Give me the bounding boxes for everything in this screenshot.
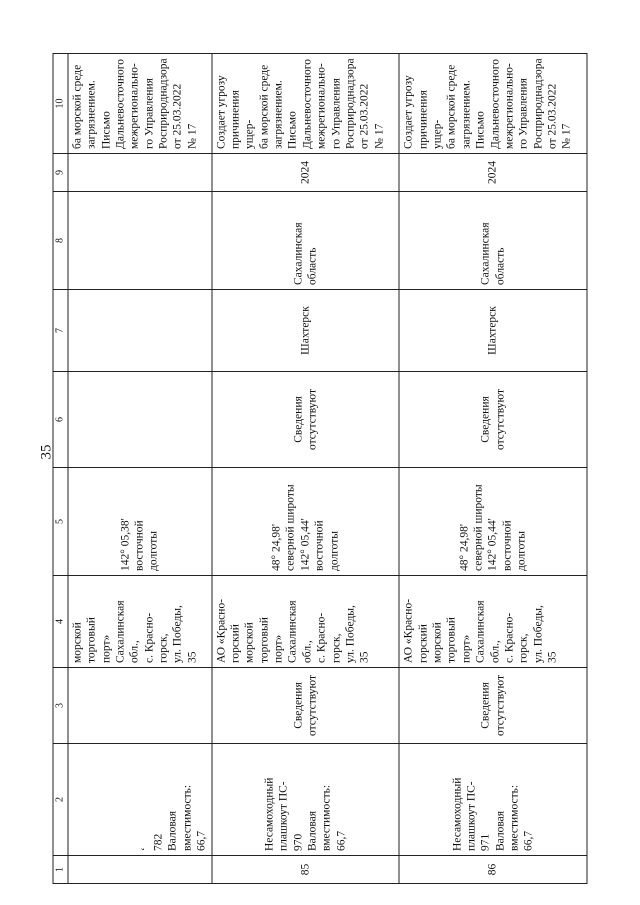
- col6-cell: Сведения отсутствуют: [399, 372, 587, 468]
- header-cell-5: 5: [53, 468, 68, 576]
- header-cell-1: 1: [53, 856, 68, 884]
- vessel-name-cell: Несамоходный плашкоут ПС- 971 Валовая вместимость: 66,7: [399, 744, 587, 856]
- table-row: [212, 54, 400, 884]
- coordinates-cell: 48° 24,98' северной широты 142° 05,44' восточной долготы: [212, 468, 400, 576]
- owner-cell: АО «Красно- горский морской торговый порт» Сахалинская обл., с. Красно- горск, ул. Победы, 35: [212, 576, 400, 668]
- header-cell-2: 2: [53, 744, 68, 856]
- page-number: 35: [38, 444, 55, 460]
- col6-cell: [68, 372, 212, 468]
- col7-cell: Шахтерск: [212, 290, 400, 372]
- header-cell-6: 6: [53, 372, 68, 468]
- col9-cell: 2024: [212, 154, 400, 192]
- row-number-cell: 86: [399, 856, 587, 884]
- col8-cell: Сахалинская область: [399, 192, 587, 290]
- col3-cell: [68, 668, 212, 744]
- col7-cell: [68, 290, 212, 372]
- owner-cell: АО «Красно- горский морской торговый порт» Сахалинская обл., с. Красно- горск, ул. Победы, 35: [399, 576, 587, 668]
- table-row-continued: [68, 54, 212, 884]
- col3-cell: Сведения отсутствуют: [399, 668, 587, 744]
- col9-cell: 2024: [399, 154, 587, 192]
- col6-cell: Сведения отсутствуют: [212, 372, 400, 468]
- registry-table-frame: [53, 54, 588, 884]
- col8-cell: Сахалинская область: [212, 192, 400, 290]
- col3-cell: Сведения отсутствуют: [212, 668, 400, 744]
- row-number-cell: 85: [212, 856, 400, 884]
- header-cell-8: 8: [53, 192, 68, 290]
- vessel-name-cell: ‘ 782 Валовая вместимость: 66,7: [68, 744, 212, 856]
- note-cell: Создает угрозу причинения ущер- ба морской среде загрязнением. Письмо Дальневосточного межрегионально- го Управления Росприроднадзора от 25.03.2022 № 17: [212, 54, 400, 154]
- coordinates-cell: 142° 05,38' восточной долготы: [68, 468, 212, 576]
- col9-cell: [68, 154, 212, 192]
- note-cell: ба морской среде загрязнением. Письмо Дальневосточного межрегионально- го Управления Росприроднадзора от 25.03.2022 № 17: [68, 54, 212, 154]
- header-cell-7: 7: [53, 290, 68, 372]
- col7-cell: Шахтерск: [399, 290, 587, 372]
- table-row: [399, 54, 587, 884]
- stray-mark: ‘: [139, 847, 152, 851]
- header-cell-9: 9: [53, 154, 68, 192]
- col8-cell: [68, 192, 212, 290]
- owner-cell: морской торговый порт» Сахалинская обл., с. Красно- горск, ул. Победы, 35: [68, 576, 212, 668]
- vessel-name-cell: Несамоходный плашкоут ПС- 970 Валовая вместимость: 66,7: [212, 744, 400, 856]
- header-cell-4: 4: [53, 576, 68, 668]
- coordinates-cell: 48° 24,98' северной широты 142° 05,44' восточной долготы: [399, 468, 587, 576]
- row-number-cell: [68, 856, 212, 884]
- header-cell-3: 3: [53, 668, 68, 744]
- column-number-header: [53, 54, 68, 884]
- header-cell-10: 10: [53, 54, 68, 154]
- note-cell: Создает угрозу причинения ущер- ба морской среде загрязнением. Письмо Дальневосточного межрегионально- го Управления Росприроднадзора от 25.03.2022 № 17: [399, 54, 587, 154]
- registry-table: [53, 53, 588, 884]
